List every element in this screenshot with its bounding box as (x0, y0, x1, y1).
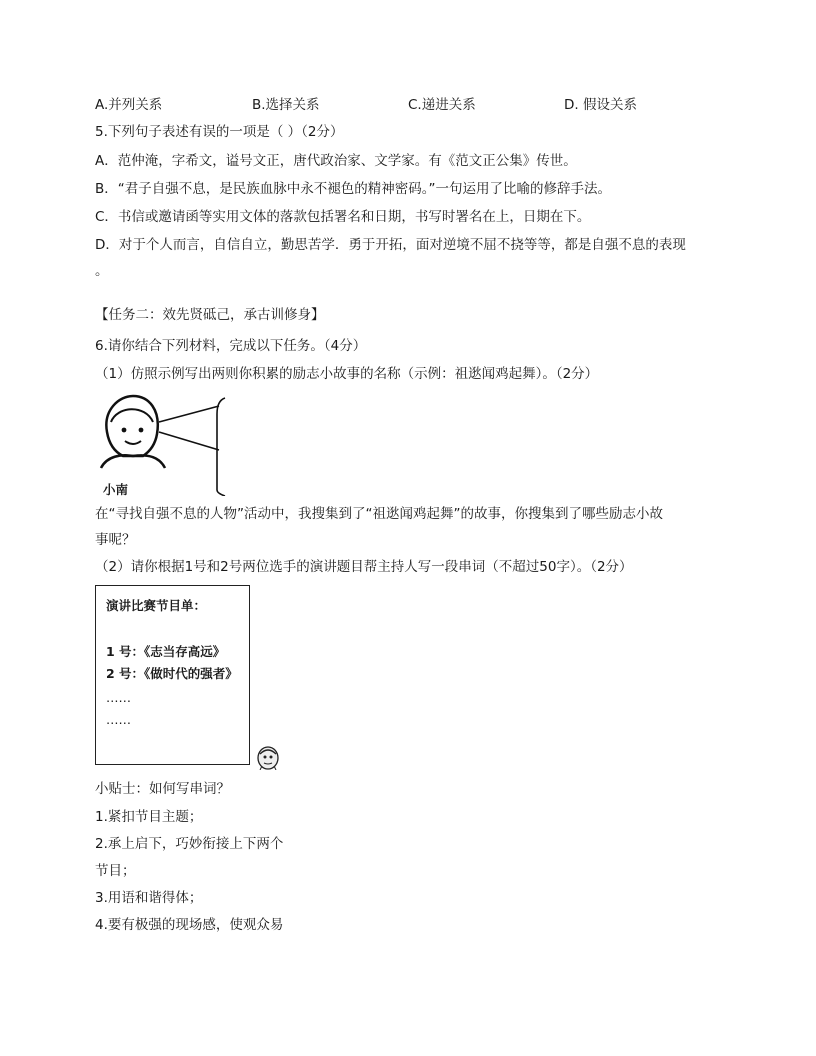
tip-2-cont: 节目； (95, 863, 136, 879)
program-dots-2: …… (106, 712, 131, 727)
program-dots-1: …… (106, 690, 131, 705)
q6-stem: 6.请你结合下列材料，完成以下任务。（4分） (95, 338, 367, 354)
tip-4: 4.要有极强的现场感，使观众易 (95, 917, 284, 933)
q6-prompt-line2: 事呢？ (95, 532, 136, 548)
q5-stem: 5.下列句子表述有误的一项是（ ）（2分） (95, 124, 344, 140)
tip-3: 3.用语和谐得体； (95, 890, 203, 906)
program-item-1: 1 号：《志当存高远》 (106, 644, 226, 659)
option-d: D. 假设关系 (564, 97, 637, 113)
program-title: 演讲比赛节目单： (106, 598, 207, 613)
tips-title: 小贴士：如何写串词？ (95, 781, 230, 797)
q6-part1: （1）仿照示例写出两则你积累的励志小故事的名称（示例：祖逖闻鸡起舞）。（2分） (95, 366, 599, 382)
program-list-box (95, 585, 250, 765)
q5-option-d-tail: 。 (95, 263, 109, 279)
q5-option-d: D．对于个人而言，自信自立，勤思苦学．勇于开拓，面对逆境不屈不挠等等，都是自强不息的表现 (95, 237, 686, 253)
host-cartoon (255, 744, 281, 770)
option-b: B.选择关系 (252, 97, 320, 113)
program-item-2: 2 号：《做时代的强者》 (106, 666, 238, 681)
q6-prompt-line1: 在“寻找自强不息的人物”活动中，我搜集到了“祖逖闻鸡起舞”的故事，你搜集到了哪些励志小故 (95, 506, 663, 522)
host-face-icon (255, 744, 281, 770)
q5-option-a: A．范仲淹，字希文，谥号文正，唐代政治家、文学家。有《范文正公集》传世。 (95, 153, 577, 169)
task2-title: 【任务二：效先贤砥己，承古训修身】 (95, 307, 325, 323)
tip-1: 1.紧扣节目主题； (95, 809, 203, 825)
q5-option-c: C．书信或邀请函等实用文体的落款包括署名和日期，书写时署名在上，日期在下。 (95, 209, 591, 225)
option-c: C.递进关系 (408, 97, 476, 113)
figure-label: 小南 (103, 482, 129, 497)
q5-option-b: B．“君子自强不息，是民族血脉中永不褪色的精神密码。”一句运用了比喻的修辞手法。 (95, 181, 611, 197)
tip-2: 2.承上启下，巧妙衔接上下两个 (95, 836, 284, 852)
option-a: A.并列关系 (95, 97, 163, 113)
q6-part2: （2）请你根据1号和2号两位选手的演讲题目帮主持人写一段串词（不超过50字）。（2分） (95, 559, 633, 575)
